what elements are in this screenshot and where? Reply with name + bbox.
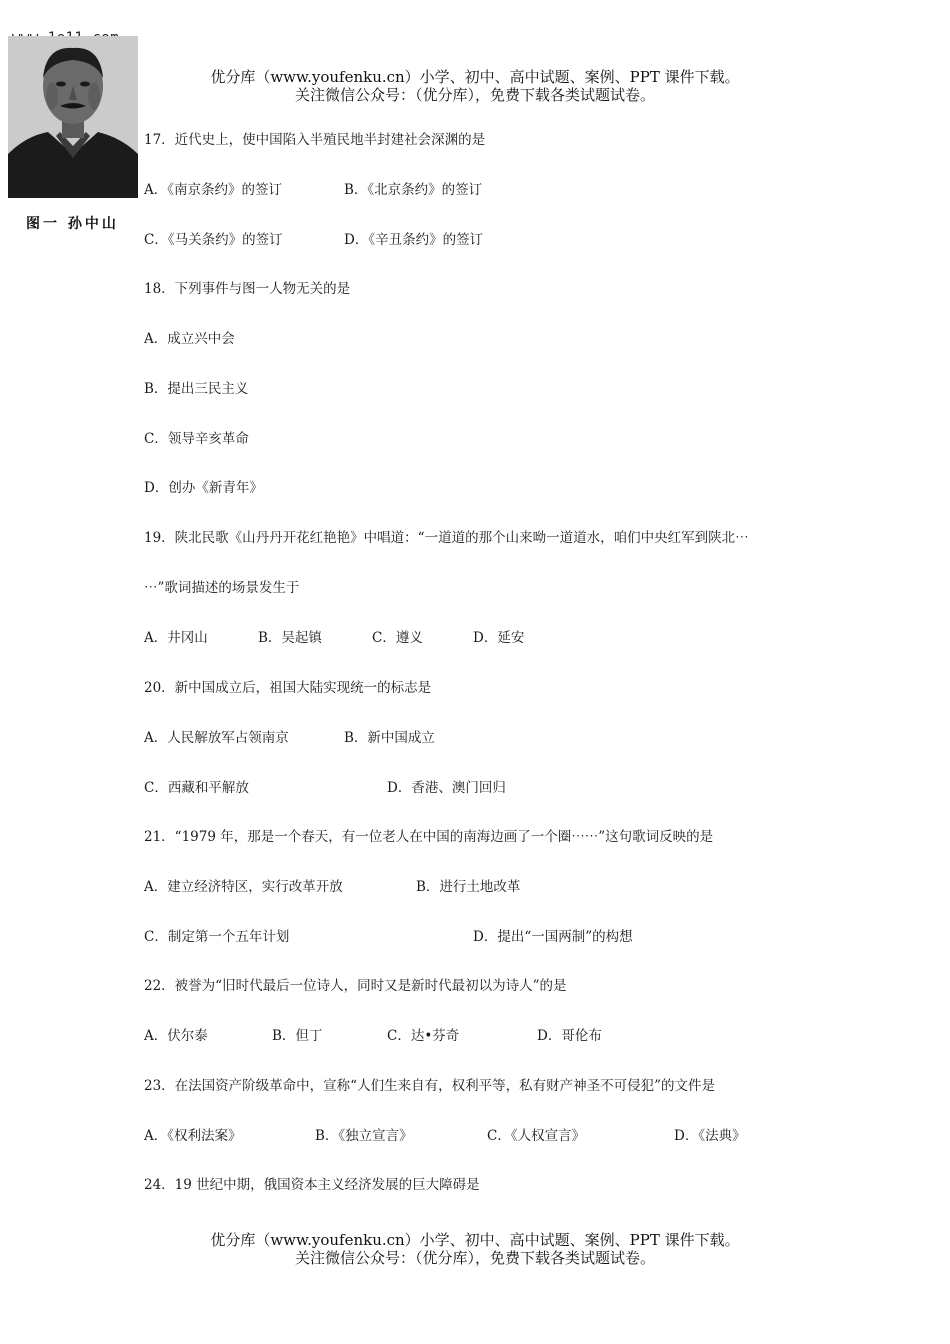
question-21-option-a: A．建立经济特区，实行改革开放	[144, 879, 343, 895]
question-19-stem-line-1: 19．陕北民歌《山丹丹开花红艳艳》中唱道：“一道道的那个山来呦一道道水，咱们中央红军到陕北⋯	[144, 530, 749, 546]
question-20-option-b: B．新中国成立	[344, 730, 435, 746]
question-22-option-b: B．但丁	[272, 1028, 323, 1044]
question-18-stem: 18．下列事件与图一人物无关的是	[144, 281, 351, 297]
question-18-option-d: D．创办《新青年》	[144, 480, 263, 496]
question-23-option-b: B．《独立宣言》	[315, 1128, 413, 1144]
question-23-option-a: A．《权利法案》	[144, 1128, 242, 1144]
footer-line-1: 优分库（www.youfenku.cn）小学、初中、高中试题、案例、PPT 课件下载。	[210, 1231, 740, 1249]
question-22-option-d: D．哥伦布	[537, 1028, 602, 1044]
question-21-option-c: C．制定第一个五年计划	[144, 929, 290, 945]
question-17-stem: 17．近代史上，使中国陷入半殖民地半封建社会深渊的是	[144, 132, 486, 148]
question-17-option-c: C．《马关条约》的签订	[144, 232, 283, 248]
question-17-option-b: B．《北京条约》的签订	[344, 182, 483, 198]
question-18-option-a: A．成立兴中会	[144, 331, 235, 347]
question-19-option-a: A．井冈山	[144, 630, 208, 646]
header-line-2: 关注微信公众号：（优分库），免费下载各类试题试卷。	[294, 86, 655, 104]
question-20-option-c: C．西藏和平解放	[144, 780, 249, 796]
question-19-stem-line-2: ⋯”歌词描述的场景发生于	[144, 580, 300, 596]
question-19-option-c: C．遵义	[372, 630, 423, 646]
question-24-stem: 24．19 世纪中期，俄国资本主义经济发展的巨大障碍是	[144, 1177, 480, 1193]
question-18-option-c: C．领导辛亥革命	[144, 431, 249, 447]
question-21-option-d: D．提出“一国两制”的构想	[473, 929, 633, 945]
question-22-option-a: A．伏尔泰	[144, 1028, 208, 1044]
question-17-option-a: A．《南京条约》的签订	[144, 182, 282, 198]
question-21-stem: 21．“1979 年，那是一个春天，有一位老人在中国的南海边画了一个圈⋯⋯”这句歌词反映的是	[144, 829, 714, 845]
header-line-1: 优分库（www.youfenku.cn）小学、初中、高中试题、案例、PPT 课件下载。	[210, 68, 740, 86]
question-23-option-d: D．《法典》	[674, 1128, 746, 1144]
question-18-option-b: B．提出三民主义	[144, 381, 249, 397]
question-20-option-d: D．香港、澳门回归	[387, 780, 506, 796]
page-header	[0, 68, 950, 104]
question-22-option-c: C．达•芬奇	[387, 1028, 460, 1044]
question-20-stem: 20．新中国成立后，祖国大陆实现统一的标志是	[144, 680, 432, 696]
question-23-option-c: C．《人权宣言》	[487, 1128, 586, 1144]
question-19-option-b: B．吴起镇	[258, 630, 322, 646]
question-19-option-d: D．延安	[473, 630, 525, 646]
question-20-option-a: A．人民解放军占领南京	[144, 730, 289, 746]
page-footer	[0, 1231, 950, 1267]
question-23-stem: 23．在法国资产阶级革命中，宣称“人们生来自有，权利平等，私有财产神圣不可侵犯”的文件是	[144, 1078, 715, 1094]
portrait-caption: 图一 孙中山	[26, 216, 119, 232]
footer-line-2: 关注微信公众号：（优分库），免费下载各类试题试卷。	[294, 1249, 655, 1267]
question-21-option-b: B．进行土地改革	[416, 879, 521, 895]
sun-yat-sen-portrait	[8, 36, 138, 198]
question-17-option-d: D．《辛丑条约》的签订	[344, 232, 484, 248]
question-22-stem: 22．被誉为“旧时代最后一位诗人，同时又是新时代最初以为诗人”的是	[144, 978, 567, 994]
